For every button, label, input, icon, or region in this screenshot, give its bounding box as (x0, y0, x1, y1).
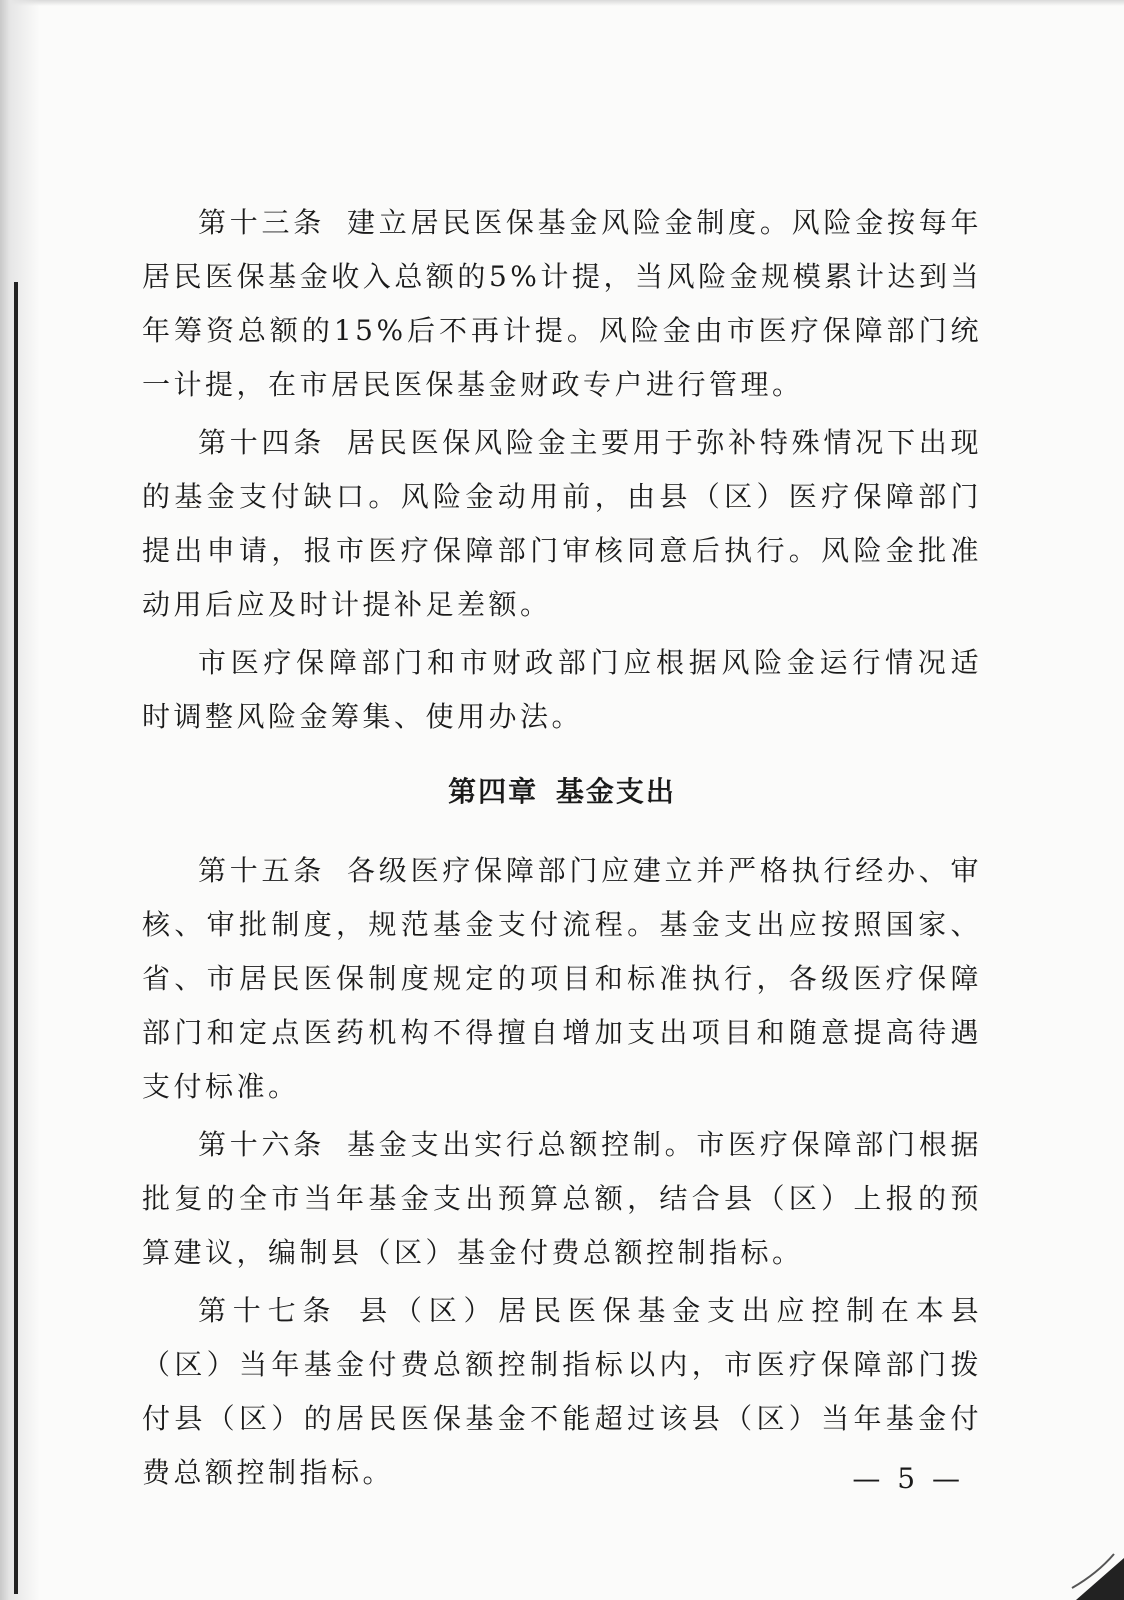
article-label: 第十七条 (198, 1294, 338, 1327)
article-label: 第十五条 (198, 854, 326, 887)
article-13 (142, 196, 982, 412)
article-text: 建立居民医保基金风险金制度。风险金按每年居民医保基金收入总额的5%计提，当风险金规模累计达到当年筹资总额的15%后不再计提。风险金由市医疗保障部门统一计提，在市居民医保基金财政专户进行管理。 (142, 206, 982, 401)
binding-edge-line (14, 282, 18, 1594)
scan-left-shadow (0, 0, 40, 1600)
paragraph-text: 市医疗保障部门和市财政部门应根据风险金运行情况适时调整风险金筹集、使用办法。 (142, 646, 982, 733)
article-label: 第十六条 (198, 1128, 326, 1161)
article-text: 各级医疗保障部门应建立并严格执行经办、审核、审批制度，规范基金支付流程。基金支出应按照国家、省、市居民医保制度规定的项目和标准执行，各级医疗保障部门和定点医药机构不得擅自增加支出项目和随意提高待遇支付标准。 (142, 854, 982, 1103)
article-text: 居民医保风险金主要用于弥补特殊情况下出现的基金支付缺口。风险金动用前，由县（区）医疗保障部门提出申请，报市医疗保障部门审核同意后执行。风险金批准动用后应及时计提补足差额。 (142, 426, 982, 621)
article-label: 第十三条 (198, 206, 326, 239)
chapter-title: 第四章 基金支出 (448, 775, 676, 808)
page-corner-fold-icon (1064, 1540, 1124, 1600)
article-text: 基金支出实行总额控制。市医疗保障部门根据批复的全市当年基金支出预算总额，结合县（区）上报的预算建议，编制县（区）基金付费总额控制指标。 (142, 1128, 982, 1269)
article-16 (142, 1118, 982, 1280)
article-14-paragraph-2 (142, 636, 982, 744)
article-14 (142, 416, 982, 632)
scan-top-edge (0, 0, 1124, 6)
article-label: 第十四条 (198, 426, 326, 459)
article-15 (142, 844, 982, 1114)
document-body (142, 196, 982, 1504)
page-number: — 5 — (852, 1462, 964, 1495)
article-text: 县（区）居民医保基金支出应控制在本县（区）当年基金付费总额控制指标以内，市医疗保障部门拨付县（区）的居民医保基金不能超过该县（区）当年基金付费总额控制指标。 (142, 1294, 982, 1489)
